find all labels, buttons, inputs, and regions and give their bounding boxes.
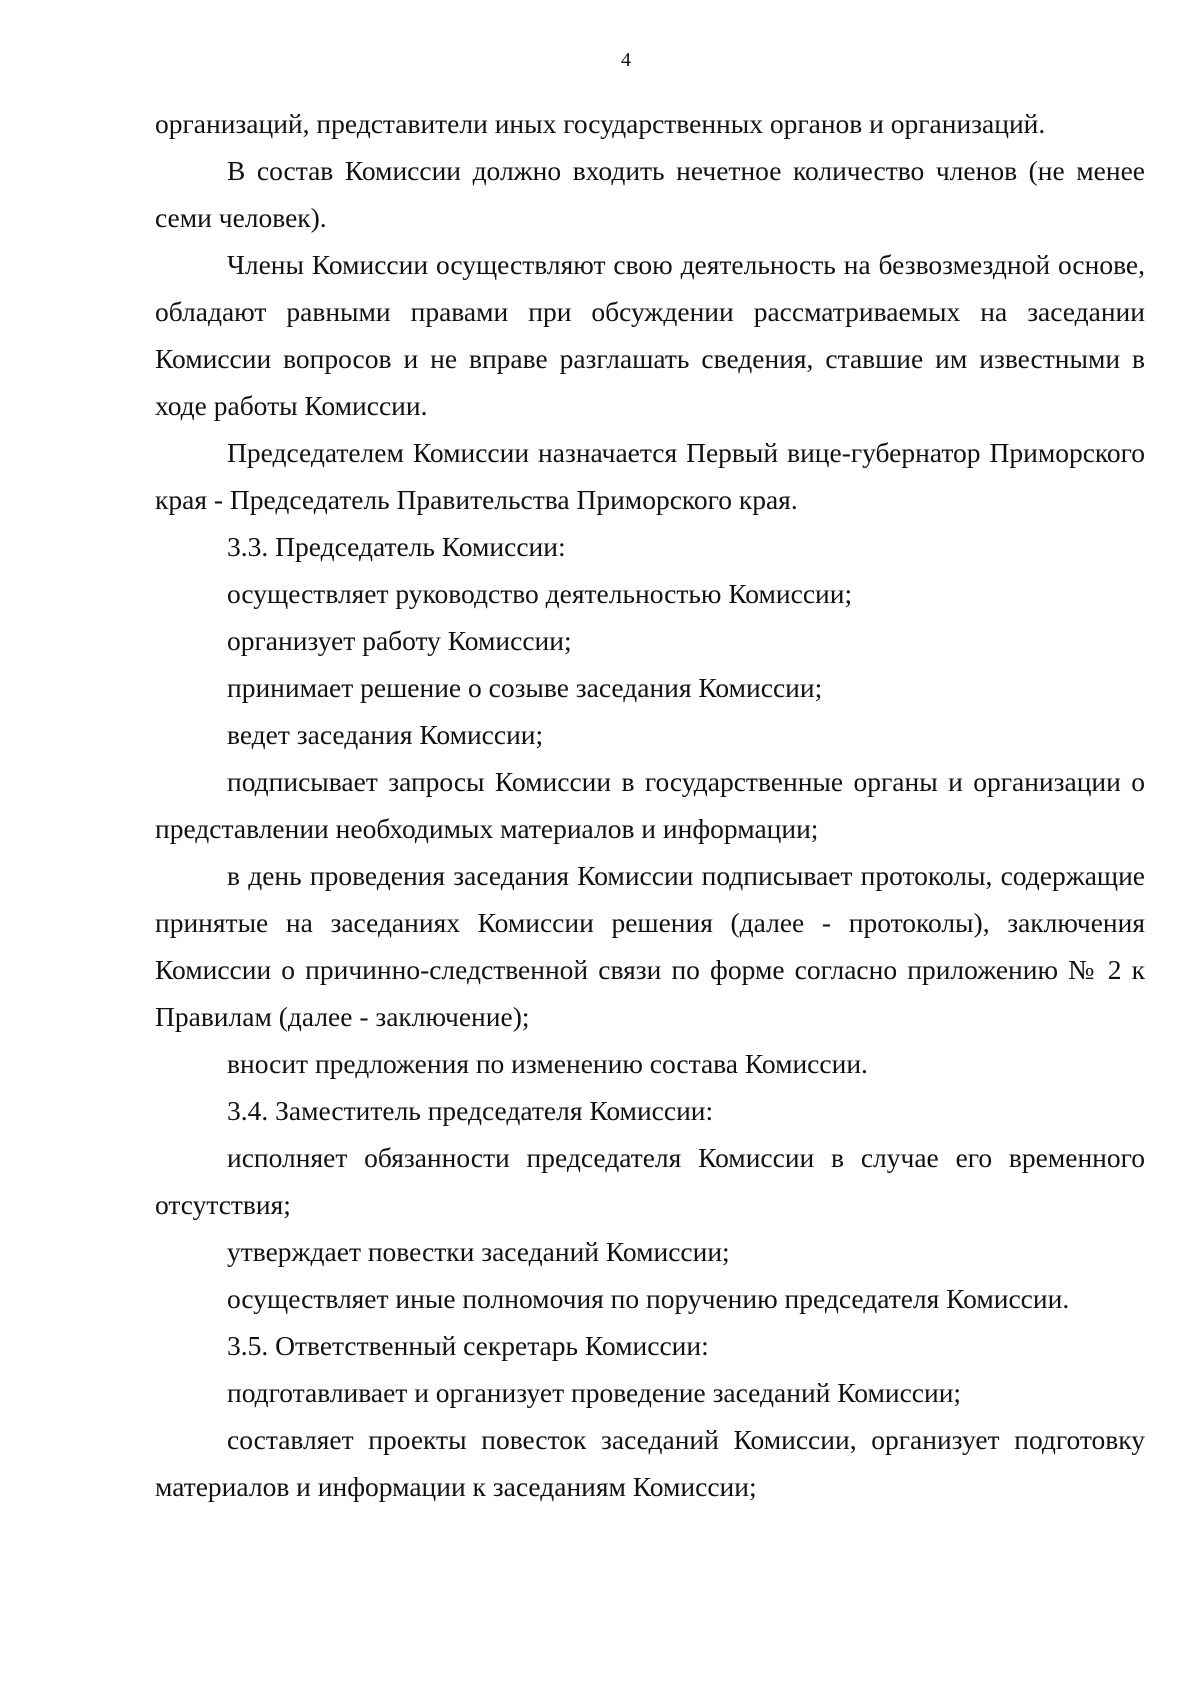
paragraph: подписывает запросы Комиссии в государственные органы и организации о представлении необходимых материалов и информации; (155, 766, 1145, 844)
paragraph: подготавливает и организует проведение заседаний Комиссии; (227, 1377, 962, 1408)
section-heading: 3.5. Ответственный секретарь Комиссии: (227, 1330, 709, 1361)
paragraph: Председателем Комиссии назначается Первый вице-губернатор Приморского края - Председатель Правительства Приморского края. (155, 437, 1145, 515)
paragraph: осуществляет иные полномочия по поручению председателя Комиссии. (227, 1283, 1070, 1314)
paragraph: ведет заседания Комиссии; (227, 719, 544, 750)
section-heading: 3.4. Заместитель председателя Комиссии: (227, 1095, 714, 1126)
paragraph: принимает решение о созыве заседания Комиссии; (227, 672, 823, 703)
paragraph: в день проведения заседания Комиссии подписывает протоколы, содержащие принятые на заседаниях Комиссии решения (далее - протоколы), заключения Комиссии о причинно-следственной связи по форме согласно приложению № 2 к Правилам (далее - заключение); (155, 860, 1145, 1032)
paragraph: исполняет обязанности председателя Комиссии в случае его временного отсутствия; (155, 1142, 1145, 1220)
page-number: 4 (621, 49, 631, 71)
paragraph: утверждает повестки заседаний Комиссии; (227, 1236, 730, 1267)
paragraph: организаций, представители иных государственных органов и организаций. (155, 108, 1046, 139)
paragraph: организует работу Комиссии; (227, 625, 572, 656)
paragraph: В состав Комиссии должно входить нечетное количество членов (не менее семи человек). (155, 155, 1145, 233)
section-heading: 3.3. Председатель Комиссии: (227, 531, 566, 562)
paragraph: вносит предложения по изменению состава Комиссии. (227, 1048, 868, 1079)
document-body (155, 100, 1145, 1510)
paragraph: составляет проекты повесток заседаний Комиссии, организует подготовку материалов и информации к заседаниям Комиссии; (155, 1424, 1145, 1502)
paragraph: осуществляет руководство деятельностью Комиссии; (227, 578, 853, 609)
paragraph: Члены Комиссии осуществляют свою деятельность на безвозмездной основе, обладают равными правами при обсуждении рассматриваемых на заседании Комиссии вопросов и не вправе разглашать сведения, ставшие им известными в ходе работы Комиссии. (155, 249, 1145, 421)
